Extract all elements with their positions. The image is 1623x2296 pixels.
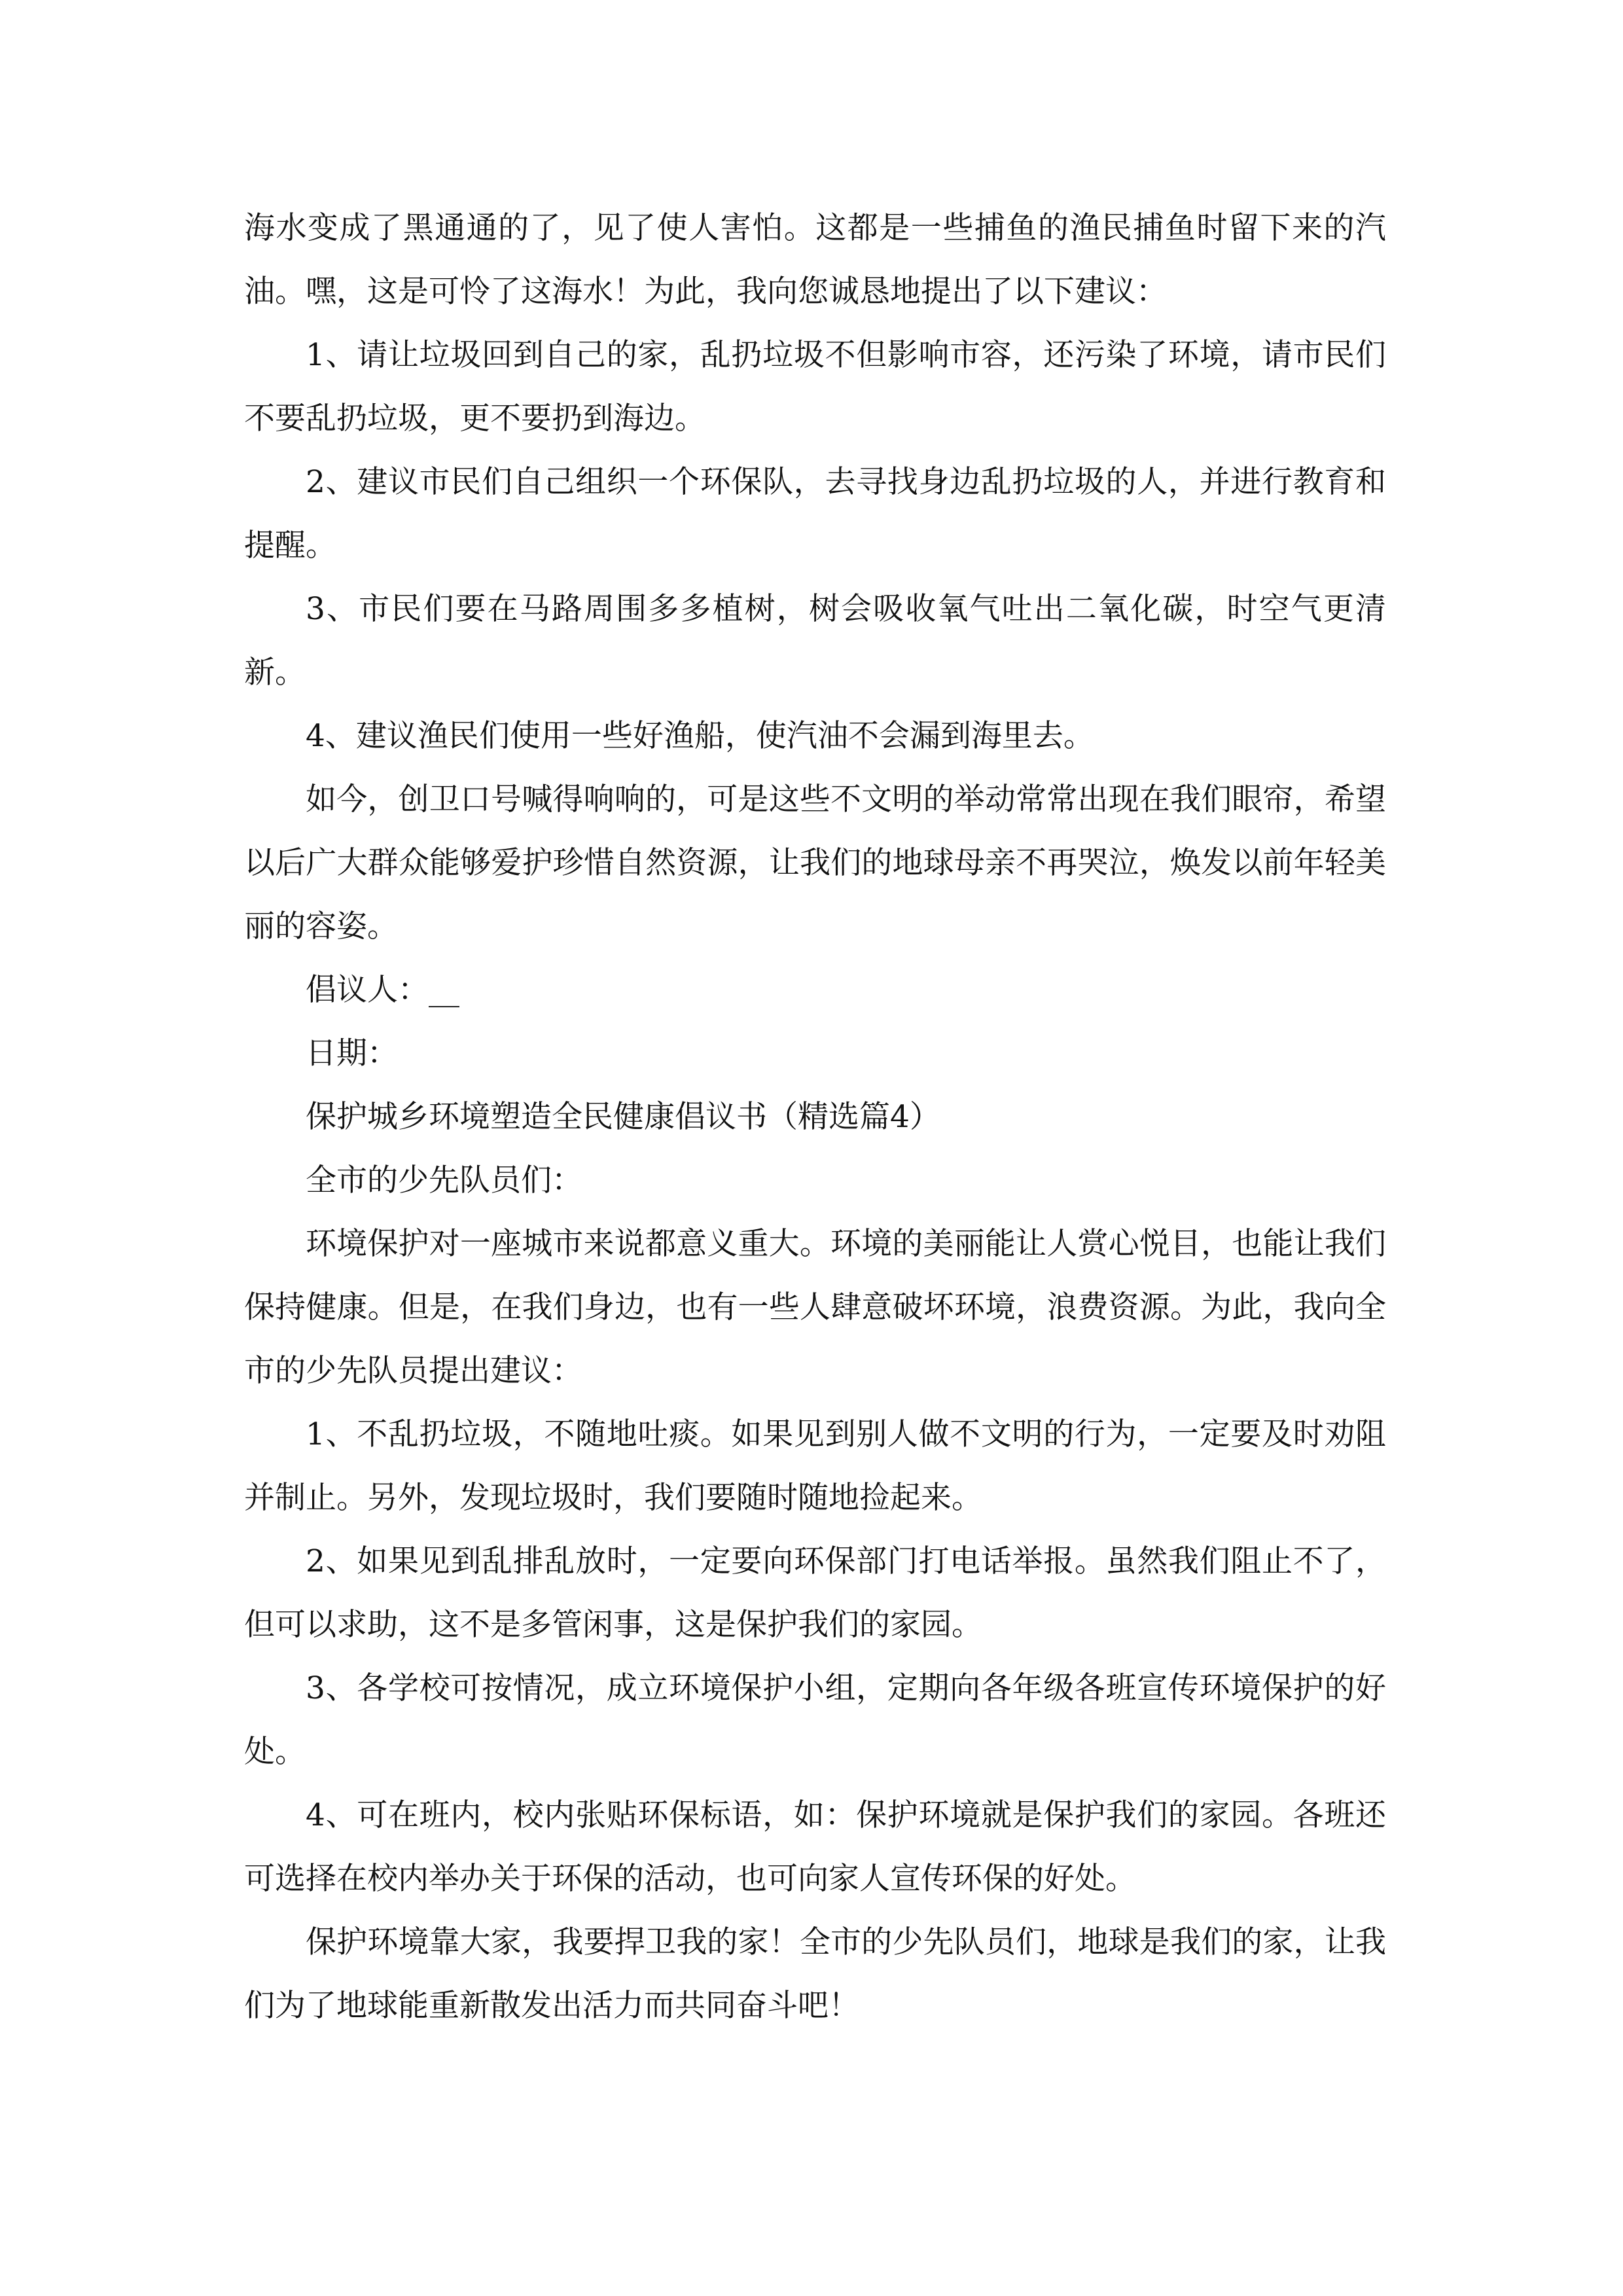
body-paragraph: 如今，创卫口号喊得响响的，可是这些不文明的举动常常出现在我们眼帘，希望以后广大群众能够爱护珍惜自然资源，让我们的地球母亲不再哭泣，焕发以前年轻美丽的容姿。 [244,781,1386,944]
body-paragraph: 海水变成了黑通通的了，见了使人害怕。这都是一些捕鱼的渔民捕鱼时留下来的汽油。嘿，这是可怜了这海水！为此，我向您诚恳地提出了以下建议： [244,210,1386,310]
suggestion-item: 1、不乱扔垃圾，不随地吐痰。如果见到别人做不文明的行为，一定要及时劝阻并制止。另外，发现垃圾时，我们要随时随地捡起来。 [244,1416,1386,1516]
signature-line: 倡议人：__ [306,972,459,1008]
suggestion-item: 4、可在班内，校内张贴环保标语，如：保护环境就是保护我们的家园。各班还可选择在校内举办关于环保的活动，也可向家人宣传环保的好处。 [244,1797,1386,1897]
suggestion-item: 2、建议市民们自己组织一个环保队，去寻找身边乱扔垃圾的人，并进行教育和提醒。 [244,464,1386,564]
suggestion-item: 3、各学校可按情况，成立环境保护小组，定期向各年级各班宣传环境保护的好处。 [244,1670,1386,1770]
suggestion-item: 1、请让垃圾回到自己的家，乱扔垃圾不但影响市容，还污染了环境，请市民们不要乱扔垃圾，更不要扔到海边。 [244,337,1386,437]
document-body [244,196,1386,2037]
suggestion-item: 2、如果见到乱排乱放时，一定要向环保部门打电话举报。虽然我们阻止不了，但可以求助，这不是多管闲事，这是保护我们的家园。 [244,1543,1386,1643]
salutation: 全市的少先队员们： [306,1162,582,1198]
body-paragraph: 环境保护对一座城市来说都意义重大。环境的美丽能让人赏心悦目，也能让我们保持健康。但是，在我们身边，也有一些人肆意破坏环境，浪费资源。为此，我向全市的少先队员提出建议： [244,1226,1386,1389]
date-line: 日期： [306,1035,398,1071]
suggestion-item: 4、建议渔民们使用一些好渔船，使汽油不会漏到海里去。 [306,718,1094,754]
closing-paragraph: 保护环境靠大家，我要捍卫我的家！全市的少先队员们，地球是我们的家，让我们为了地球能重新散发出活力而共同奋斗吧！ [244,1924,1386,2024]
section-title: 保护城乡环境塑造全民健康倡议书（精选篇4） [306,1099,940,1135]
suggestion-item: 3、市民们要在马路周围多多植树，树会吸收氧气吐出二氧化碳，时空气更清新。 [244,591,1386,691]
